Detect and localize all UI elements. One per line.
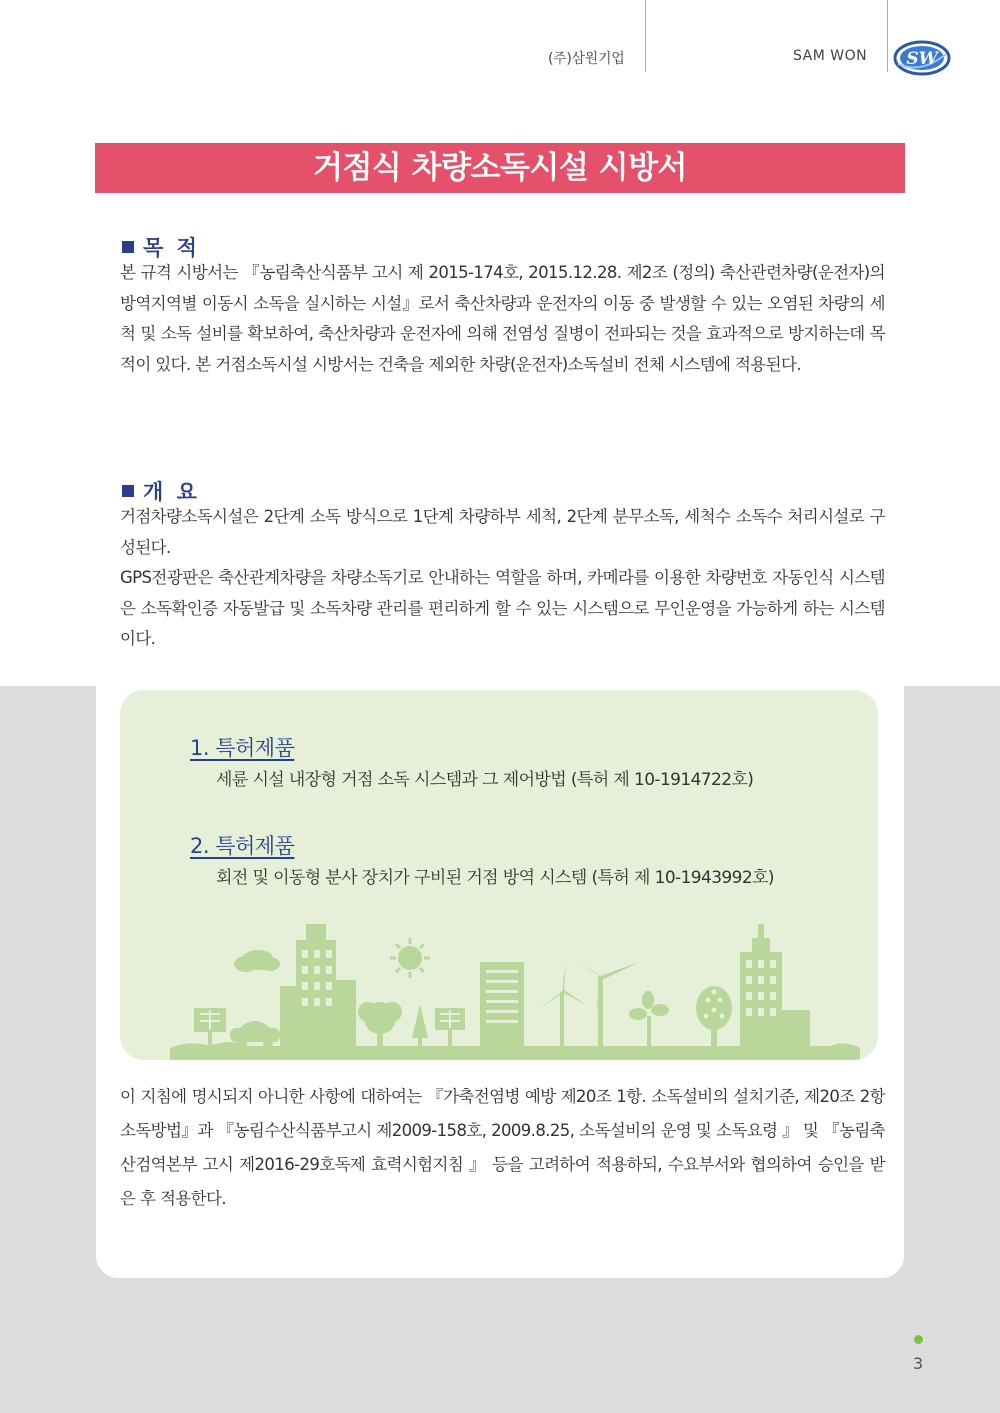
bullet-square-icon bbox=[122, 241, 134, 253]
section-heading-purpose: 목 적 bbox=[122, 232, 200, 262]
document-title: 거점식 차량소독시설 시방서 bbox=[95, 143, 905, 193]
patent-box bbox=[120, 690, 878, 1060]
closing-note: 이 지침에 명시되지 아니한 사항에 대하여는 『가축전염병 예방 제20조 1항. 소독설비의 설치기준, 제20조 2항 소독방법』과 『농림수산식품부고시 제2009-158호, 2009.8.25, 소독설비의 운영 및 소독요령 』 및 『농림축산검역본부 고시 제2016-29호독제 효력시험지침 』 등을 고려하여 적용하되, 수요부서와 협의하여 승인을 받은 후 적용한다. bbox=[120, 1087, 885, 1208]
svg-text:SW: SW bbox=[906, 49, 938, 69]
purpose-paragraph: 본 규격 시방서는 『농림축산식품부 고시 제 2015-174호, 2015.12.28. 제2조 (정의) 축산관련차량(운전자)의 방역지역별 이동시 소독을 실시하는 시설』로서 축산차량과 운전자의 이동 중 발생할 수 있는 오염된 차량의 세척 및 소독 설비를 확보하여, 축산차량과 운전자에 의해 전염성 질병이 전파되는 것을 효과적으로 방지하는데 목적이 있다. 본 거점소독시설 시방서는 건축을 제외한 차량(운전자)소독설비 전체 시스템에 적용된다. bbox=[120, 263, 885, 374]
company-name: (주)삼원기업 bbox=[548, 51, 625, 67]
bullet-square-icon bbox=[122, 485, 134, 497]
header-divider bbox=[887, 0, 888, 72]
section-heading-overview: 개 요 bbox=[122, 476, 200, 506]
eco-city-illustration bbox=[120, 900, 878, 1060]
page-dot-icon bbox=[914, 1335, 923, 1344]
patent-title: 1. 특허제품 bbox=[190, 736, 295, 760]
brand-name: SAM WON bbox=[793, 48, 868, 64]
patent-description: 회전 및 이동형 분사 장치가 구비된 거점 방역 시스템 (특허 제 10-1943992호) bbox=[216, 868, 774, 888]
patent-title: 2. 특허제품 bbox=[190, 834, 295, 858]
patent-description: 세륜 시설 내장형 거점 소독 시스템과 그 제어방법 (특허 제 10-1914722호) bbox=[216, 770, 754, 790]
page-number: 3 bbox=[913, 1354, 924, 1373]
overview-paragraph: 거점차량소독시설은 2단계 소독 방식으로 1단계 차량하부 세척, 2단계 분무소독, 세척수 소독수 처리시설로 구성된다. GPS전광판은 축산관계차량을 차량소독기로 안내하는 역할을 하며, 카메라를 이용한 차량번호 자동인식 시스템은 소독확인증 자동발급 및 소독차량 관리를 편리하게 할 수 있는 시스템으로 무인운영을 가능하게 하는 시스템이다. bbox=[120, 507, 885, 648]
header-divider bbox=[645, 0, 646, 72]
samwon-logo bbox=[892, 38, 952, 82]
